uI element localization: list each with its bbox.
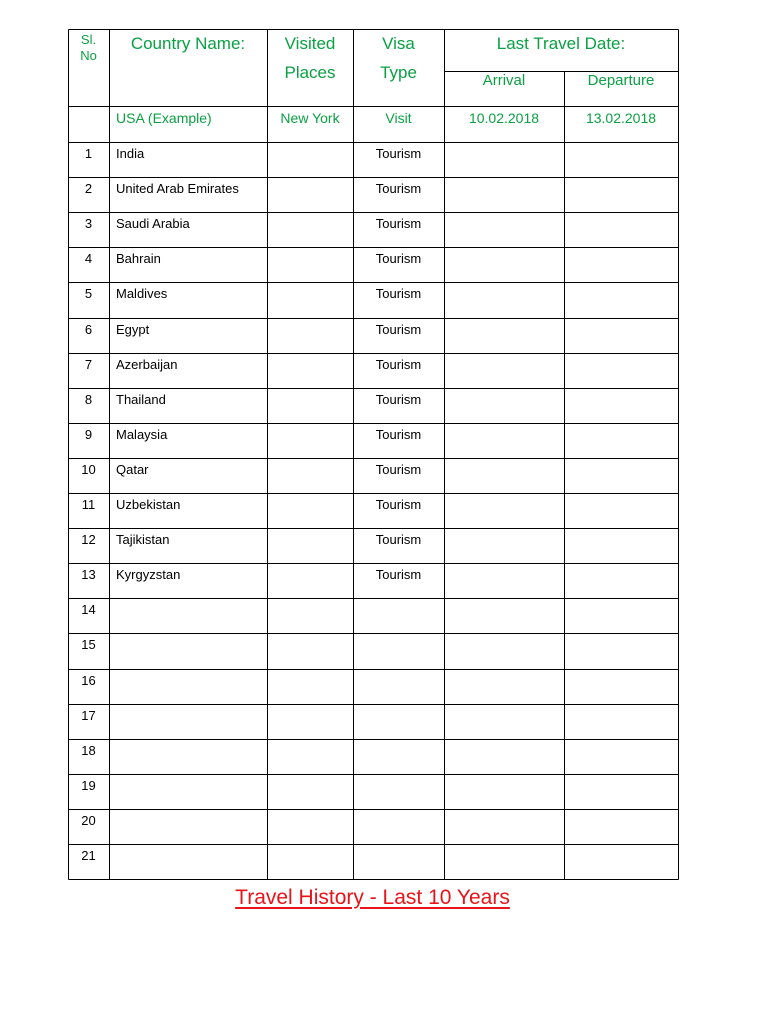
cell-sl-no: 18 [81,743,96,758]
cell-visa [353,774,444,809]
cell-sl-no: 8 [84,392,93,407]
cell-visa: Tourism [375,497,422,512]
cell-sl-no: 10 [81,462,96,477]
cell-departure [564,458,678,493]
cell-country [109,739,267,774]
cell-departure [564,598,678,633]
cell-visa: Tourism [375,322,422,337]
cell-places [267,563,353,598]
cell-departure [564,247,678,282]
cell-visa [353,844,444,879]
cell-country: Thailand [116,392,166,407]
cell-country: Malaysia [116,427,168,442]
cell-arrival [444,669,564,704]
cell-sl-no: 19 [81,778,96,793]
cell-country: Maldives [116,286,168,301]
header-sl-no-text: Sl. No [80,32,97,63]
cell-places [267,282,353,318]
cell-arrival [444,704,564,739]
cell-arrival [444,493,564,528]
cell-departure [564,282,678,318]
cell-country [109,844,267,879]
cell-sl-no: 14 [81,602,96,617]
header-country-name: Country Name: [130,34,246,53]
cell-departure [564,142,678,177]
cell-departure [564,844,678,879]
cell-arrival [444,282,564,318]
example-departure: 13.02.2018 [585,110,657,126]
header-visa-type-text: Visa Type [380,34,417,82]
example-places: New York [280,110,340,126]
cell-visa: Tourism [375,286,422,301]
cell-arrival [444,774,564,809]
cell-arrival [444,739,564,774]
cell-departure [564,212,678,247]
cell-departure [564,669,678,704]
cell-arrival [444,388,564,423]
document-title: Travel History - Last 10 Years [235,886,510,909]
cell-arrival [444,528,564,563]
cell-sl-no: 9 [84,427,93,442]
cell-visa [353,809,444,844]
cell-sl-no: 4 [84,251,93,266]
header-sl-no [68,32,109,102]
cell-visa: Tourism [375,462,422,477]
cell-arrival [444,212,564,247]
cell-sl-no: 5 [84,286,93,301]
cell-departure [564,493,678,528]
cell-sl-no: 2 [84,181,93,196]
cell-country [109,809,267,844]
cell-arrival [444,142,564,177]
cell-sl-no: 15 [81,637,96,652]
cell-visa: Tourism [375,532,422,547]
cell-country: Azerbaijan [116,357,178,372]
cell-arrival [444,423,564,458]
cell-places [267,774,353,809]
cell-arrival [444,844,564,879]
cell-places [267,247,353,282]
cell-places [267,704,353,739]
cell-visa: Tourism [375,181,422,196]
cell-places [267,318,353,353]
cell-places [267,493,353,528]
cell-country: Saudi Arabia [116,216,190,231]
cell-places [267,669,353,704]
cell-departure [564,353,678,388]
example-arrival: 10.02.2018 [468,110,540,126]
cell-visa: Tourism [375,427,422,442]
cell-sl-no: 17 [81,708,96,723]
cell-departure [564,318,678,353]
cell-departure [564,563,678,598]
cell-sl-no: 11 [81,497,96,512]
cell-places [267,528,353,563]
cell-country: Bahrain [116,251,161,266]
cell-places [267,633,353,669]
cell-places [267,423,353,458]
example-visa: Visit [385,110,412,126]
cell-departure [564,809,678,844]
cell-departure [564,633,678,669]
cell-country: Egypt [116,322,150,337]
cell-visa: Tourism [375,357,422,372]
cell-visa: Tourism [375,146,422,161]
cell-visa [353,633,444,669]
cell-departure [564,528,678,563]
cell-departure [564,774,678,809]
cell-country: India [116,146,145,161]
cell-places [267,598,353,633]
cell-visa: Tourism [375,216,422,231]
cell-arrival [444,318,564,353]
cell-places [267,458,353,493]
cell-departure [564,177,678,212]
cell-places [267,388,353,423]
cell-country: Uzbekistan [116,497,181,512]
cell-departure [564,423,678,458]
cell-arrival [444,633,564,669]
cell-arrival [444,353,564,388]
cell-places [267,177,353,212]
cell-visa: Tourism [375,251,422,266]
cell-country [109,669,267,704]
cell-country [109,774,267,809]
cell-places [267,212,353,247]
cell-sl-no: 6 [84,322,93,337]
header-departure: Departure [587,72,655,89]
cell-country [109,704,267,739]
cell-places [267,142,353,177]
cell-sl-no: 21 [81,848,96,863]
example-country: USA (Example) [116,110,212,126]
cell-arrival [444,247,564,282]
cell-country: United Arab Emirates [116,181,239,196]
cell-places [267,809,353,844]
cell-country: Kyrgyzstan [116,567,181,582]
cell-departure [564,704,678,739]
cell-visa [353,739,444,774]
cell-visa [353,704,444,739]
cell-sl-no: 20 [81,813,96,828]
cell-country: Tajikistan [116,532,170,547]
header-arrival: Arrival [482,72,526,89]
header-visa-type [353,29,444,107]
cell-visa: Tourism [375,392,422,407]
example-sl [68,106,109,142]
cell-places [267,353,353,388]
cell-arrival [444,809,564,844]
cell-visa [353,598,444,633]
cell-arrival [444,177,564,212]
cell-visa: Tourism [375,567,422,582]
cell-places [267,844,353,879]
header-visited-places [267,29,353,107]
cell-sl-no: 3 [84,216,93,231]
cell-country [109,598,267,633]
header-visited-places-text: Visited Places [284,34,336,82]
cell-departure [564,739,678,774]
cell-departure [564,388,678,423]
cell-arrival [444,598,564,633]
cell-sl-no: 12 [81,532,96,547]
cell-country [109,633,267,669]
cell-sl-no: 1 [84,146,93,161]
cell-sl-no: 7 [84,357,93,372]
cell-country: Qatar [116,462,149,477]
cell-arrival [444,563,564,598]
header-last-travel-date: Last Travel Date: [496,34,626,53]
cell-visa [353,669,444,704]
cell-arrival [444,458,564,493]
cell-places [267,739,353,774]
cell-sl-no: 13 [81,567,96,582]
cell-sl-no: 16 [81,673,96,688]
